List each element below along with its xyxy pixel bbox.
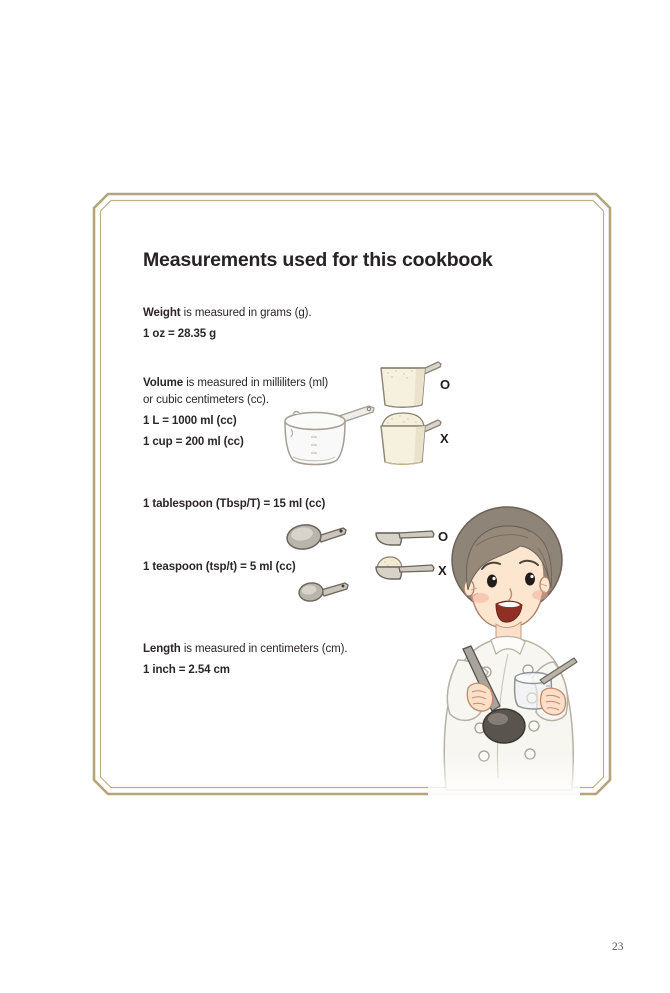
- measuring-cup-heaped-illustration: [374, 411, 442, 467]
- volume-description-line2: or cubic centimeters (cc).: [143, 394, 269, 406]
- volume-liter-conversion: 1 L = 1000 ml (cc): [143, 415, 237, 427]
- page-number: 23: [612, 941, 624, 953]
- cup-level-marker: O: [440, 377, 451, 392]
- spoon-heaped-marker: X: [438, 563, 447, 578]
- page-title: Measurements used for this cookbook: [143, 249, 493, 271]
- volume-term: Volume: [143, 377, 184, 389]
- length-description: [143, 643, 347, 656]
- tablespoon-illustration: [285, 517, 349, 555]
- weight-term: Weight: [143, 307, 181, 319]
- volume-description-line1: [143, 377, 328, 390]
- length-conversion: 1 inch = 2.54 cm: [143, 664, 230, 676]
- cup-heaped-marker: X: [440, 431, 449, 446]
- length-description-rest: is measured in centimeters (cm).: [180, 643, 348, 655]
- tablespoon-conversion: 1 tablespoon (Tbsp/T) = 15 ml (cc): [143, 498, 326, 510]
- glass-measuring-cup-illustration: [281, 399, 377, 471]
- measuring-spoon-level-illustration: [374, 524, 436, 550]
- chef-illustration: [428, 496, 580, 796]
- teaspoon-conversion: 1 teaspoon (tsp/t) = 5 ml (cc): [143, 561, 296, 573]
- measuring-cup-level-illustration: [374, 358, 442, 410]
- volume-description-rest: is measured in milliliters (ml): [183, 377, 329, 389]
- volume-cup-conversion: 1 cup = 200 ml (cc): [143, 436, 244, 448]
- weight-conversion: 1 oz = 28.35 g: [143, 328, 217, 340]
- teaspoon-illustration: [297, 574, 351, 604]
- weight-description: [143, 307, 312, 320]
- weight-description-rest: is measured in grams (g).: [180, 307, 312, 319]
- measuring-spoon-heaped-illustration: [374, 554, 436, 584]
- length-term: Length: [143, 643, 181, 655]
- spoon-level-marker: O: [438, 529, 449, 544]
